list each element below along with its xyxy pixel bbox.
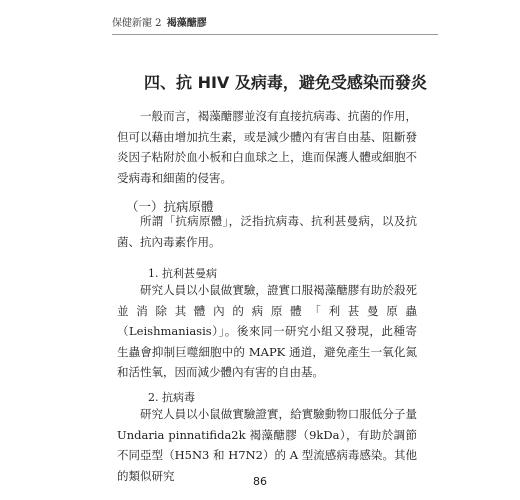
subsection-title: （一）抗病原體 xyxy=(126,199,214,214)
section-title: 四、抗 HIV 及病毒，避免受感染而發炎 xyxy=(144,73,427,92)
page-number: 86 xyxy=(253,475,267,488)
chapter-title: 褐藻醣膠 xyxy=(166,18,207,29)
header-divider xyxy=(112,34,438,35)
intro-paragraph: 一般而言，褐藻醣膠並沒有直接抗病毒、抗菌的作用，但可以藉由增加抗生素，或是減少體內有害自由基、阻斷發炎因子粘附於血小板和白血球之上，進而保護人體或細胞不受病毒和細菌的侵害。 xyxy=(117,109,417,185)
item2-paragraph: 研究人員以小鼠做實驗證實，給實驗動物口服低分子量 Undaria pinnatifida2k 褐藻醣膠（9kDa），有助於調節不同亞型（H5N3 和 H7N2）的 A 型流感病毒感染。其他的類似研究 xyxy=(117,407,417,483)
item1-title: 1. 抗利甚曼病 xyxy=(148,267,217,280)
item1-paragraph: 研究人員以小鼠做實驗，證實口服褐藻醣膠有助於殺死並消除其體內的病原體「利甚曼原蟲（Leishmaniasis）」。後來同一研究小組又發現，此種寄生蟲會抑制巨噬細胞中的 MAPK 通道，避免產生一氧化氮和活性氧，因而減少體內有害的自由基。 xyxy=(117,283,417,379)
item2-title: 2. 抗病毒 xyxy=(148,391,195,404)
book-title: 保健新寵 2 xyxy=(112,18,162,29)
running-header xyxy=(112,14,207,29)
subsection-paragraph: 所謂「抗病原體」，泛指抗病毒、抗利甚曼病，以及抗菌、抗內毒素作用。 xyxy=(117,214,417,249)
